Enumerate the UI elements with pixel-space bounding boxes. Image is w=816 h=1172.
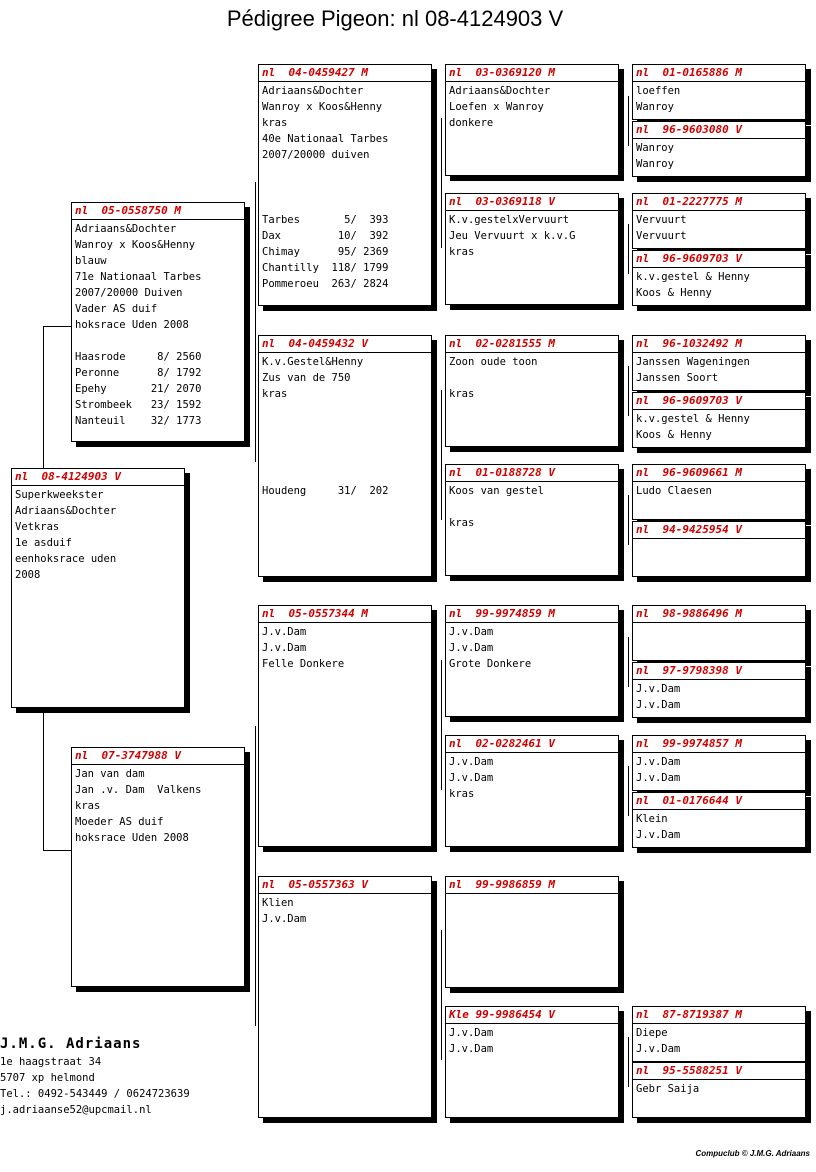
pigeon-info: Janssen Wageningen Janssen Soort	[636, 356, 750, 384]
wire	[628, 637, 629, 687]
ring-number: nl 87-8719387 M	[633, 1007, 805, 1024]
pigeon-info: Adriaans&Dochter Wanroy x Koos&Henny kras 40e Nationaal Tarbes 2007/20000 duiven	[262, 85, 389, 161]
pigeon-card-gen3-0	[445, 64, 619, 176]
ring-number: nl 01-0165886 M	[633, 65, 805, 82]
ring-number: nl 02-0281555 M	[446, 336, 618, 353]
ring-number: nl 05-0558750 M	[72, 203, 244, 220]
ring-number: nl 94-9425954 V	[633, 522, 805, 539]
ring-number: nl 01-0188728 V	[446, 465, 618, 482]
ring-number: nl 01-0176644 V	[633, 793, 805, 810]
wire	[43, 708, 44, 850]
wire	[441, 660, 442, 790]
wire	[628, 766, 629, 816]
race-results: Tarbes 5/ 393 Dax 10/ 392 Chimay 95/ 2369 Chantilly 118/ 1799 Pommeroeu 263/ 2824	[262, 214, 389, 290]
breeder-name: J.M.G. Adriaans	[0, 1036, 142, 1052]
breeder-phone: Tel.: 0492-543449 / 0624723639	[0, 1088, 190, 1100]
pigeon-info: Superkweekster Adriaans&Dochter Vetkras 1e asduif eenhoksrace uden 2008	[15, 489, 117, 581]
wire	[43, 850, 71, 851]
wire	[628, 495, 629, 545]
pigeon-info: Koos van gestel kras	[449, 485, 544, 529]
ring-number: nl 02-0282461 V	[446, 736, 618, 753]
ring-number: nl 99-9974857 M	[633, 736, 805, 753]
wire	[441, 390, 442, 520]
pigeon-card-gen4-8	[632, 605, 806, 661]
page-title: Pédigree Pigeon: nl 08-4124903 V	[226, 6, 564, 31]
pigeon-card-gen3-7	[445, 1006, 619, 1118]
pigeon-info: k.v.gestel & Henny Koos & Henny	[636, 413, 750, 441]
pigeon-info: J.v.Dam J.v.Dam Felle Donkere	[262, 626, 345, 670]
wire	[255, 182, 256, 462]
ring-number: nl 08-4124903 V	[12, 469, 184, 486]
ring-number: nl 99-9986859 M	[446, 877, 618, 894]
pigeon-info: Zoon oude toon kras	[449, 356, 538, 400]
ring-number: nl 96-9609703 V	[633, 251, 805, 268]
pigeon-card-gen2-3	[258, 876, 432, 1118]
pigeon-info: K.v.Gestel&Henny Zus van de 750 kras	[262, 356, 364, 400]
ring-number: nl 96-9603080 V	[633, 122, 805, 139]
ring-number: nl 05-0557344 M	[259, 606, 431, 623]
copyright: Compuclub © J.M.G. Adriaans	[695, 1149, 810, 1158]
ring-number: nl 96-1032492 M	[633, 336, 805, 353]
pigeon-card-dam	[71, 747, 245, 987]
ring-number: nl 03-0369120 M	[446, 65, 618, 82]
wire	[441, 930, 442, 1060]
wire	[628, 96, 629, 146]
breeder-address: 1e haagstraat 34	[0, 1056, 102, 1068]
pigeon-info: Diepe J.v.Dam	[636, 1027, 681, 1055]
pigeon-card-gen3-3	[445, 464, 619, 576]
wire	[628, 366, 629, 416]
pigeon-info: loeffen Wanroy	[636, 85, 681, 113]
pigeon-card-gen3-5	[445, 735, 619, 847]
pigeon-card-gen2-0	[258, 64, 432, 306]
pigeon-info: Vervuurt Vervuurt	[636, 214, 687, 242]
ring-number: nl 05-0557363 V	[259, 877, 431, 894]
pigeon-info: J.v.Dam J.v.Dam	[636, 683, 681, 711]
pigeon-card-gen4-5	[632, 392, 806, 448]
pigeon-card-gen4-9	[632, 662, 806, 718]
ring-number: nl 07-3747988 V	[72, 748, 244, 765]
pigeon-info: J.v.Dam J.v.Dam	[636, 756, 681, 784]
pigeon-card-gen4-4	[632, 335, 806, 391]
pigeon-info: Klein J.v.Dam	[636, 813, 681, 841]
pigeon-info: Adriaans&Dochter Wanroy x Koos&Henny blauw 71e Nationaal Tarbes 2007/20000 Duiven Vader AS duif hoksrace Uden 2008 Haasrode 8/ 2560 Peronne 8/ 1792 Epehy 21/ 2070 Strombeek 23/ 1592 Nanteuil 32/ 1773	[75, 223, 202, 427]
pigeon-card-gen4-1	[632, 121, 806, 177]
pigeon-card-gen4-0	[632, 64, 806, 120]
pigeon-info: J.v.Dam J.v.Dam Grote Donkere	[449, 626, 532, 670]
ring-number: nl 98-9886496 M	[633, 606, 805, 623]
wire	[43, 326, 71, 327]
breeder-email: j.adriaanse52@upcmail.nl	[0, 1104, 152, 1116]
pigeon-info: J.v.Dam J.v.Dam	[449, 1027, 494, 1055]
pigeon-card-gen4-15	[632, 1062, 806, 1118]
pigeon-info: J.v.Dam J.v.Dam kras	[449, 756, 494, 800]
pigeon-info: Jan van dam Jan .v. Dam Valkens kras Moeder AS duif hoksrace Uden 2008	[75, 768, 202, 844]
pigeon-card-gen2-2	[258, 605, 432, 847]
wire	[628, 224, 629, 274]
pigeon-card-gen3-6	[445, 876, 619, 988]
breeder-city: 5707 xp helmond	[0, 1072, 95, 1084]
pigeon-card-gen4-14	[632, 1006, 806, 1062]
pigeon-info: Klien J.v.Dam	[262, 897, 307, 925]
pigeon-card-gen4-10	[632, 735, 806, 791]
ring-number: nl 96-9609703 V	[633, 393, 805, 410]
ring-number: Kle 99-9986454 V	[446, 1007, 618, 1024]
pigeon-card-gen3-4	[445, 605, 619, 717]
wire	[441, 118, 442, 248]
race-results: Houdeng 31/ 202	[262, 485, 389, 497]
pigeon-info: Ludo Claesen	[636, 485, 712, 497]
wire	[628, 1037, 629, 1087]
pigeon-card-sire	[71, 202, 245, 442]
ring-number: nl 96-9609661 M	[633, 465, 805, 482]
pigeon-card-gen4-3	[632, 250, 806, 306]
ring-number: nl 97-9798398 V	[633, 663, 805, 680]
pigeon-info: Gebr Saija	[636, 1083, 700, 1095]
pigeon-info: k.v.gestel & Henny Koos & Henny	[636, 271, 750, 299]
ring-number: nl 04-0459427 M	[259, 65, 431, 82]
ring-number: nl 99-9974859 M	[446, 606, 618, 623]
pigeon-card-gen3-2	[445, 335, 619, 447]
pigeon-card-subject	[11, 468, 185, 708]
pigeon-card-gen4-2	[632, 193, 806, 249]
ring-number: nl 01-2227775 M	[633, 194, 805, 211]
pigeon-card-gen4-6	[632, 464, 806, 520]
pigeon-card-gen4-11	[632, 792, 806, 848]
ring-number: nl 03-0369118 V	[446, 194, 618, 211]
wire	[43, 326, 44, 468]
pigeon-info: Adriaans&Dochter Loefen x Wanroy donkere	[449, 85, 551, 129]
pigeon-card-gen4-7	[632, 521, 806, 577]
pigeon-card-gen2-1	[258, 335, 432, 577]
pigeon-info: K.v.gestelxVervuurt Jeu Vervuurt x k.v.G kras	[449, 214, 576, 258]
ring-number: nl 95-5588251 V	[633, 1063, 805, 1080]
breeder-info	[0, 1034, 190, 1118]
wire	[255, 726, 256, 1026]
ring-number: nl 04-0459432 V	[259, 336, 431, 353]
pigeon-info: Wanroy Wanroy	[636, 142, 674, 170]
pigeon-card-gen3-1	[445, 193, 619, 305]
